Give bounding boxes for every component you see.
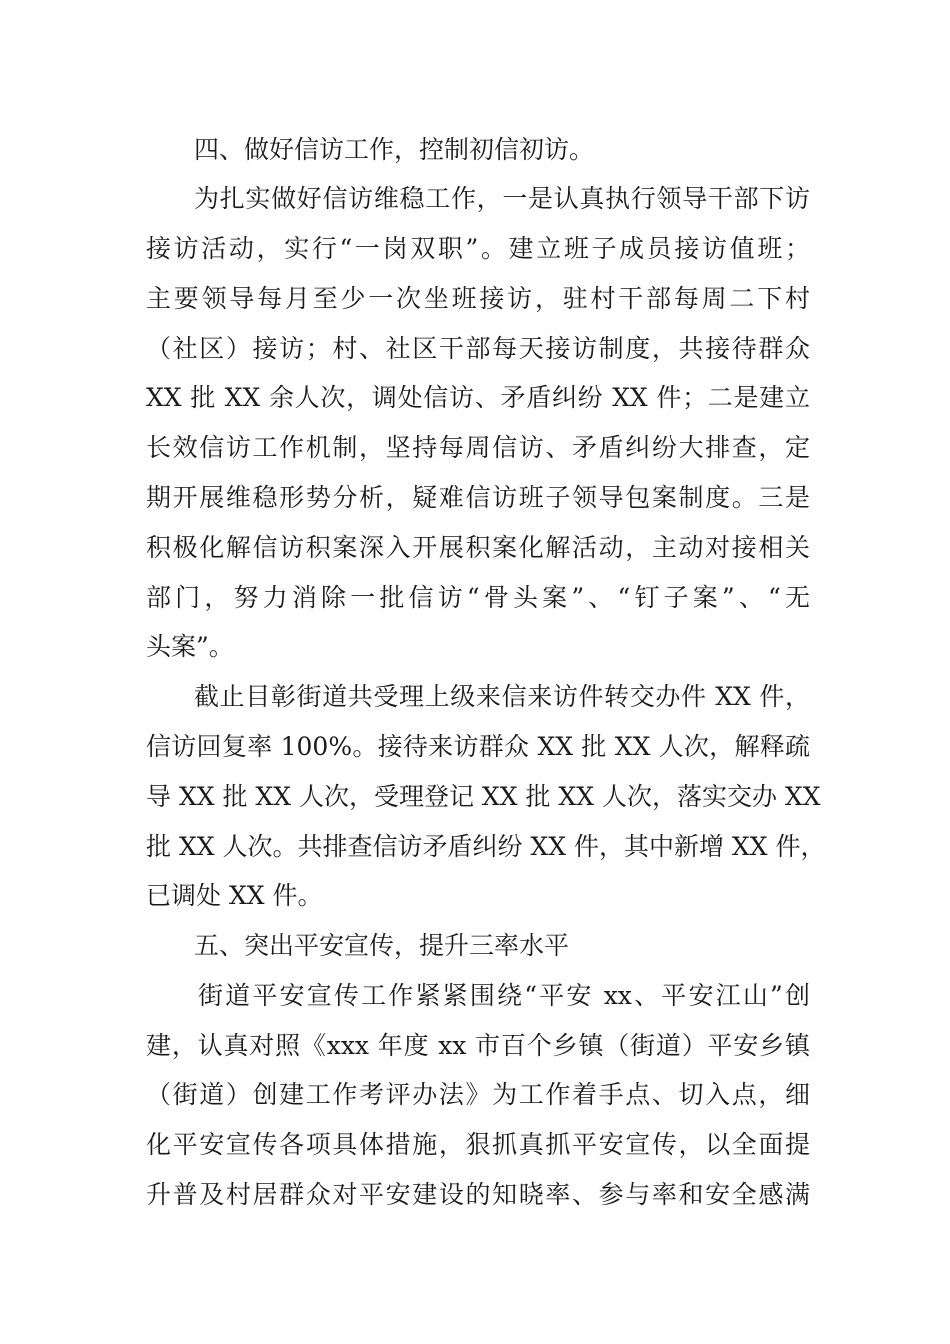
paragraph-line: 积极化解信访积案深入开展积案化解活动，主动对接相关 <box>146 533 810 562</box>
paragraph-line: 建，认真对照《xxx 年度 xx 市百个乡镇（街道）平安乡镇 <box>146 1031 810 1060</box>
paragraph-line: 化平安宣传各项具体措施，狠抓真抓平安宣传，以全面提 <box>146 1130 810 1159</box>
paragraph-line: 头案”。 <box>146 632 234 661</box>
paragraph-line: 导 XX 批 XX 人次，受理登记 XX 批 XX 人次，落实交办 XX <box>146 782 821 811</box>
paragraph-line: （社区）接访；村、社区干部每天接访制度，共接待群众 <box>146 334 810 363</box>
paragraph-line: （街道）创建工作考评办法》为工作着手点、切入点，细 <box>146 1080 810 1109</box>
section-heading-4: 四、做好信访工作，控制初信初访。 <box>194 135 595 164</box>
paragraph-line: XX 批 XX 余人次，调处信访、矛盾纠纷 XX 件；二是建立 <box>146 383 810 412</box>
paragraph-line: 主要领导每月至少一次坐班接访，驻村干部每周二下村 <box>146 284 810 313</box>
section-heading-5: 五、突出平安宣传，提升三率水平 <box>194 931 570 960</box>
paragraph-line: 街道平安宣传工作紧紧围绕“平安 xx、平安江山”创 <box>198 981 810 1010</box>
paragraph-line: 长效信访工作机制，坚持每周信访、矛盾纠纷大排查，定 <box>146 433 810 462</box>
paragraph-line: 已调处 XX 件。 <box>146 881 323 910</box>
paragraph-line: 截止目彰街道共受理上级来信来访件转交办件 XX 件， <box>194 682 810 711</box>
paragraph-line: 升普及村居群众对平安建设的知晓率、参与率和安全感满 <box>146 1180 810 1209</box>
paragraph-line: 期开展维稳形势分析，疑难信访班子领导包案制度。三是 <box>146 483 810 512</box>
paragraph-line: 信访回复率 100%。接待来访群众 XX 批 XX 人次，解释疏 <box>146 732 810 761</box>
paragraph-line: 接访活动，实行“一岗双职”。建立班子成员接访值班； <box>146 234 810 263</box>
paragraph-line: 为扎实做好信访维稳工作，一是认真执行领导干部下访 <box>194 184 810 213</box>
paragraph-line: 部门，努力消除一批信访“骨头案”、“钉子案”、“无 <box>146 583 810 612</box>
paragraph-line: 批 XX 人次。共排查信访矛盾纠纷 XX 件，其中新增 XX 件， <box>146 832 826 861</box>
